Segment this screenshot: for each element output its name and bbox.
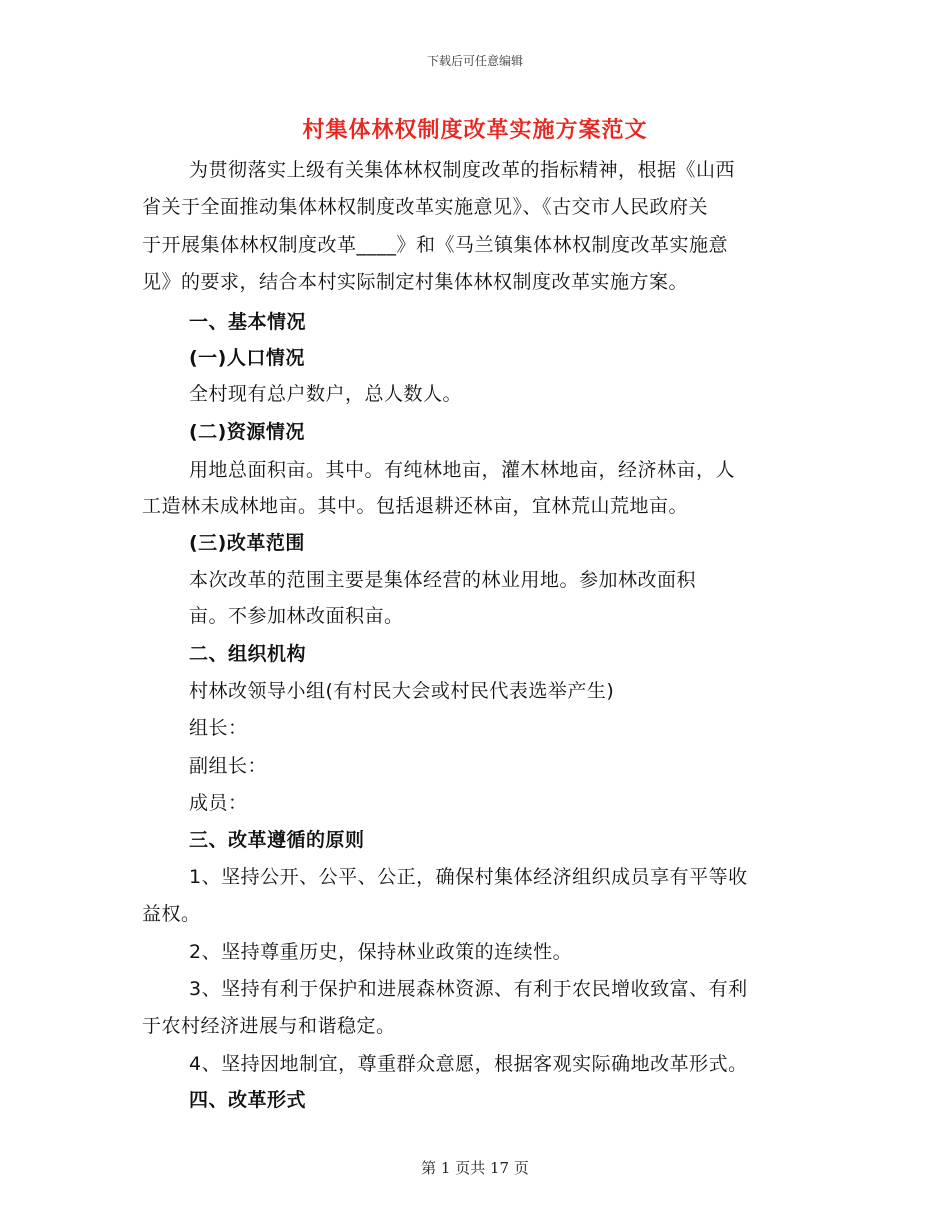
paragraph-line: 亩。不参加林改面积亩。: [189, 605, 404, 627]
role-label: 组长：: [189, 717, 248, 739]
paragraph-line: 村林改领导小组(有村民大会或村民代表选举产生): [189, 680, 615, 702]
section-heading: 二、组织机构: [189, 643, 307, 665]
paragraph-line: 工造林未成林地亩。其中。包括退耕还林亩，宜林荒山荒地亩。: [142, 495, 689, 517]
intro-line: 省关于全面推动集体林权制度改革实施意见》、《古交市人民政府关: [142, 196, 709, 218]
section-heading: 四、改革形式: [189, 1089, 307, 1111]
paragraph-line: 于农村经济进展与和谐稳定。: [142, 1015, 396, 1037]
header-note: 下载后可任意编辑: [426, 54, 523, 68]
paragraph-line: 用地总面积亩。其中。有纯林地亩，灌木林地亩，经济林亩，人: [189, 459, 736, 481]
paragraph-line: 益权。: [142, 903, 201, 925]
paragraph-line: 本次改革的范围主要是集体经营的林业用地。参加林改面积: [189, 569, 697, 591]
intro-line: 于开展集体林权制度改革____》和《马兰镇集体林权制度改革实施意: [142, 234, 729, 256]
paragraph-line: 4、坚持因地制宜，尊重群众意愿，根据客观实际确地改革形式。: [189, 1053, 748, 1075]
role-label: 成员：: [189, 792, 248, 814]
paragraph-line: 2、坚持尊重历史，保持林业政策的连续性。: [189, 941, 573, 963]
page-footer: 第 1 页共 17 页: [421, 1159, 529, 1177]
paragraph-line: 3、坚持有利于保护和进展森林资源、有利于农民增收致富、有利: [189, 978, 748, 1000]
subsection-heading: (三)改革范围: [189, 532, 305, 554]
section-heading: 三、改革遵循的原则: [189, 829, 365, 851]
section-heading: 一、基本情况: [189, 311, 307, 333]
intro-line: 为贯彻落实上级有关集体林权制度改革的指标精神，根据《山西: [189, 159, 736, 181]
subsection-heading: (二)资源情况: [189, 421, 305, 443]
intro-line: 见》的要求，结合本村实际制定村集体林权制度改革实施方案。: [142, 271, 689, 293]
paragraph-line: 1、坚持公开、公平、公正，确保村集体经济组织成员享有平等收: [189, 866, 748, 888]
role-label: 副组长：: [189, 755, 268, 777]
subsection-heading: (一)人口情况: [189, 347, 305, 369]
document-title: 村集体林权制度改革实施方案范文: [302, 118, 648, 143]
paragraph-line: 全村现有总户数户，总人数人。: [189, 383, 463, 405]
